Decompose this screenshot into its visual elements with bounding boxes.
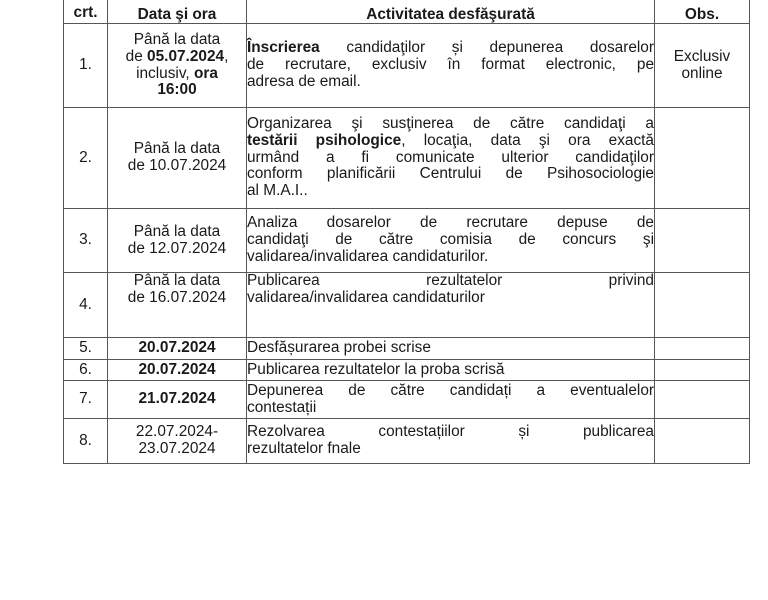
text-line	[108, 49, 246, 66]
date-cell	[108, 338, 247, 360]
obs-cell	[655, 360, 750, 381]
text-line	[247, 133, 654, 150]
text-segment: Până la data	[133, 30, 221, 48]
text-segment: de 10.07.2024	[127, 157, 227, 174]
date-cell	[108, 24, 247, 108]
obs-cell	[655, 419, 750, 464]
text-segment: Până la data	[133, 140, 221, 158]
row-number-cell: 1.	[64, 24, 108, 108]
table-row	[64, 24, 750, 108]
row-number-cell: 4.	[64, 273, 108, 338]
activity-cell	[247, 209, 655, 273]
text-line	[108, 273, 246, 290]
date-cell	[108, 419, 247, 464]
text-line	[247, 249, 654, 266]
text-line	[108, 424, 246, 441]
row-number-cell: 7.	[64, 381, 108, 419]
text-segment: al M.A.I..	[247, 182, 308, 200]
table-row	[64, 419, 750, 464]
obs-cell	[655, 209, 750, 273]
text-segment: 05.07.2024	[147, 47, 225, 65]
text-segment: testării psihologice	[247, 131, 402, 149]
row-number-cell: 8.	[64, 419, 108, 464]
text-line	[108, 224, 246, 241]
text-line	[247, 383, 654, 400]
text-segment: ora	[193, 64, 218, 82]
text-segment: candidaţi de către comisia de concurs şi	[247, 231, 654, 249]
text-segment: rezultatelor fnale	[247, 440, 361, 457]
date-cell	[108, 360, 247, 381]
text-segment: Depunerea de către candidați a eventualelor	[247, 381, 654, 399]
text-segment: de	[125, 47, 148, 65]
text-line	[108, 441, 246, 458]
header-row	[64, 0, 750, 24]
obs-cell	[655, 273, 750, 338]
text-segment: , locaţia, data şi ora exactă	[401, 131, 654, 149]
activity-cell	[247, 360, 655, 381]
date-cell	[108, 108, 247, 209]
text-segment: validarea/invalidarea candidaturilor	[247, 288, 485, 306]
table-row	[64, 381, 750, 419]
text-segment: adresa de email.	[247, 72, 361, 90]
text-line	[108, 158, 246, 175]
text-segment: 16:00	[157, 81, 197, 99]
text-segment: ,	[224, 47, 229, 65]
table-body	[64, 24, 750, 464]
text-line	[108, 290, 246, 307]
text-segment: validarea/invalidarea candidaturilor.	[247, 247, 489, 265]
date-cell	[108, 381, 247, 419]
text-line	[247, 424, 654, 441]
table-header	[64, 0, 750, 24]
text-line	[247, 40, 654, 57]
text-segment: inclusiv,	[136, 64, 194, 82]
text-segment: urmând a fi comunicate ulterior candidaţilor	[247, 148, 654, 166]
text-line	[247, 150, 654, 167]
text-line	[247, 400, 654, 417]
text-line	[247, 215, 654, 232]
text-line	[108, 82, 246, 99]
obs-cell	[655, 108, 750, 209]
text-line	[247, 290, 654, 307]
text-segment: Desfășurarea probei scrise	[247, 339, 431, 357]
header-cell-date: Data şi ora	[108, 0, 247, 24]
obs-cell	[655, 24, 750, 108]
text-line	[247, 340, 654, 357]
table-row	[64, 273, 750, 338]
text-line	[247, 232, 654, 249]
date-cell	[108, 273, 247, 338]
text-segment: 22.07.2024-	[135, 423, 219, 441]
table-row	[64, 338, 750, 360]
obs-cell	[655, 338, 750, 360]
text-line	[108, 391, 246, 408]
obs-cell	[655, 381, 750, 419]
text-segment: conform planificării Centrului de Psihosociologie	[247, 165, 654, 183]
text-line	[108, 362, 246, 379]
text-line	[108, 141, 246, 158]
activity-cell	[247, 273, 655, 338]
activity-cell	[247, 108, 655, 209]
text-line	[108, 32, 246, 49]
text-line	[108, 340, 246, 357]
text-segment: Înscrierea	[247, 39, 320, 57]
text-segment: Analiza dosarelor de recrutare depuse de	[247, 214, 654, 232]
text-line	[247, 166, 654, 183]
text-segment: candidaţilor și depunerea dosarelor	[319, 39, 654, 57]
row-number-cell: 6.	[64, 360, 108, 381]
text-segment: Organizarea şi susţinerea de către candidaţi a	[247, 115, 654, 132]
text-segment: 20.07.2024	[138, 360, 216, 378]
activity-cell	[247, 381, 655, 419]
text-line	[247, 273, 654, 290]
text-segment: de 16.07.2024	[127, 288, 227, 306]
text-line	[247, 74, 654, 91]
text-segment: Până la data	[133, 272, 221, 289]
text-segment: Până la data	[133, 222, 221, 240]
date-cell	[108, 209, 247, 273]
text-segment: de recrutare, exclusiv în format electronic, pe	[247, 56, 654, 74]
text-line	[108, 241, 246, 258]
activity-cell	[247, 419, 655, 464]
text-line	[655, 66, 749, 83]
text-segment: 23.07.2024	[138, 440, 216, 457]
table-row	[64, 108, 750, 209]
header-cell-nr: crt.	[64, 0, 108, 24]
text-segment: 20.07.2024	[138, 339, 216, 357]
activity-cell	[247, 24, 655, 108]
text-line	[247, 362, 654, 379]
text-segment: Rezolvarea contestațiilor și publicarea	[247, 423, 654, 441]
text-line	[247, 183, 654, 200]
header-cell-obs: Obs.	[655, 0, 750, 24]
text-segment: Publicarea rezultatelor privind	[247, 272, 654, 289]
text-segment: Publicarea rezultatelor la proba scrisă	[247, 360, 505, 378]
text-segment: Exclusiv	[673, 47, 731, 65]
text-line	[247, 441, 654, 458]
schedule-table	[63, 0, 750, 464]
activity-cell	[247, 338, 655, 360]
text-segment: contestații	[247, 398, 317, 416]
text-segment: de 12.07.2024	[127, 239, 227, 257]
row-number-cell: 3.	[64, 209, 108, 273]
table-row	[64, 360, 750, 381]
text-line	[247, 57, 654, 74]
text-line	[108, 66, 246, 83]
text-line	[247, 116, 654, 133]
text-segment: 21.07.2024	[138, 390, 216, 408]
table-row	[64, 209, 750, 273]
row-number-cell: 2.	[64, 108, 108, 209]
header-cell-activity: Activitatea desfăşurată	[247, 0, 655, 24]
text-line	[655, 49, 749, 66]
text-segment: online	[681, 64, 723, 82]
row-number-cell: 5.	[64, 338, 108, 360]
